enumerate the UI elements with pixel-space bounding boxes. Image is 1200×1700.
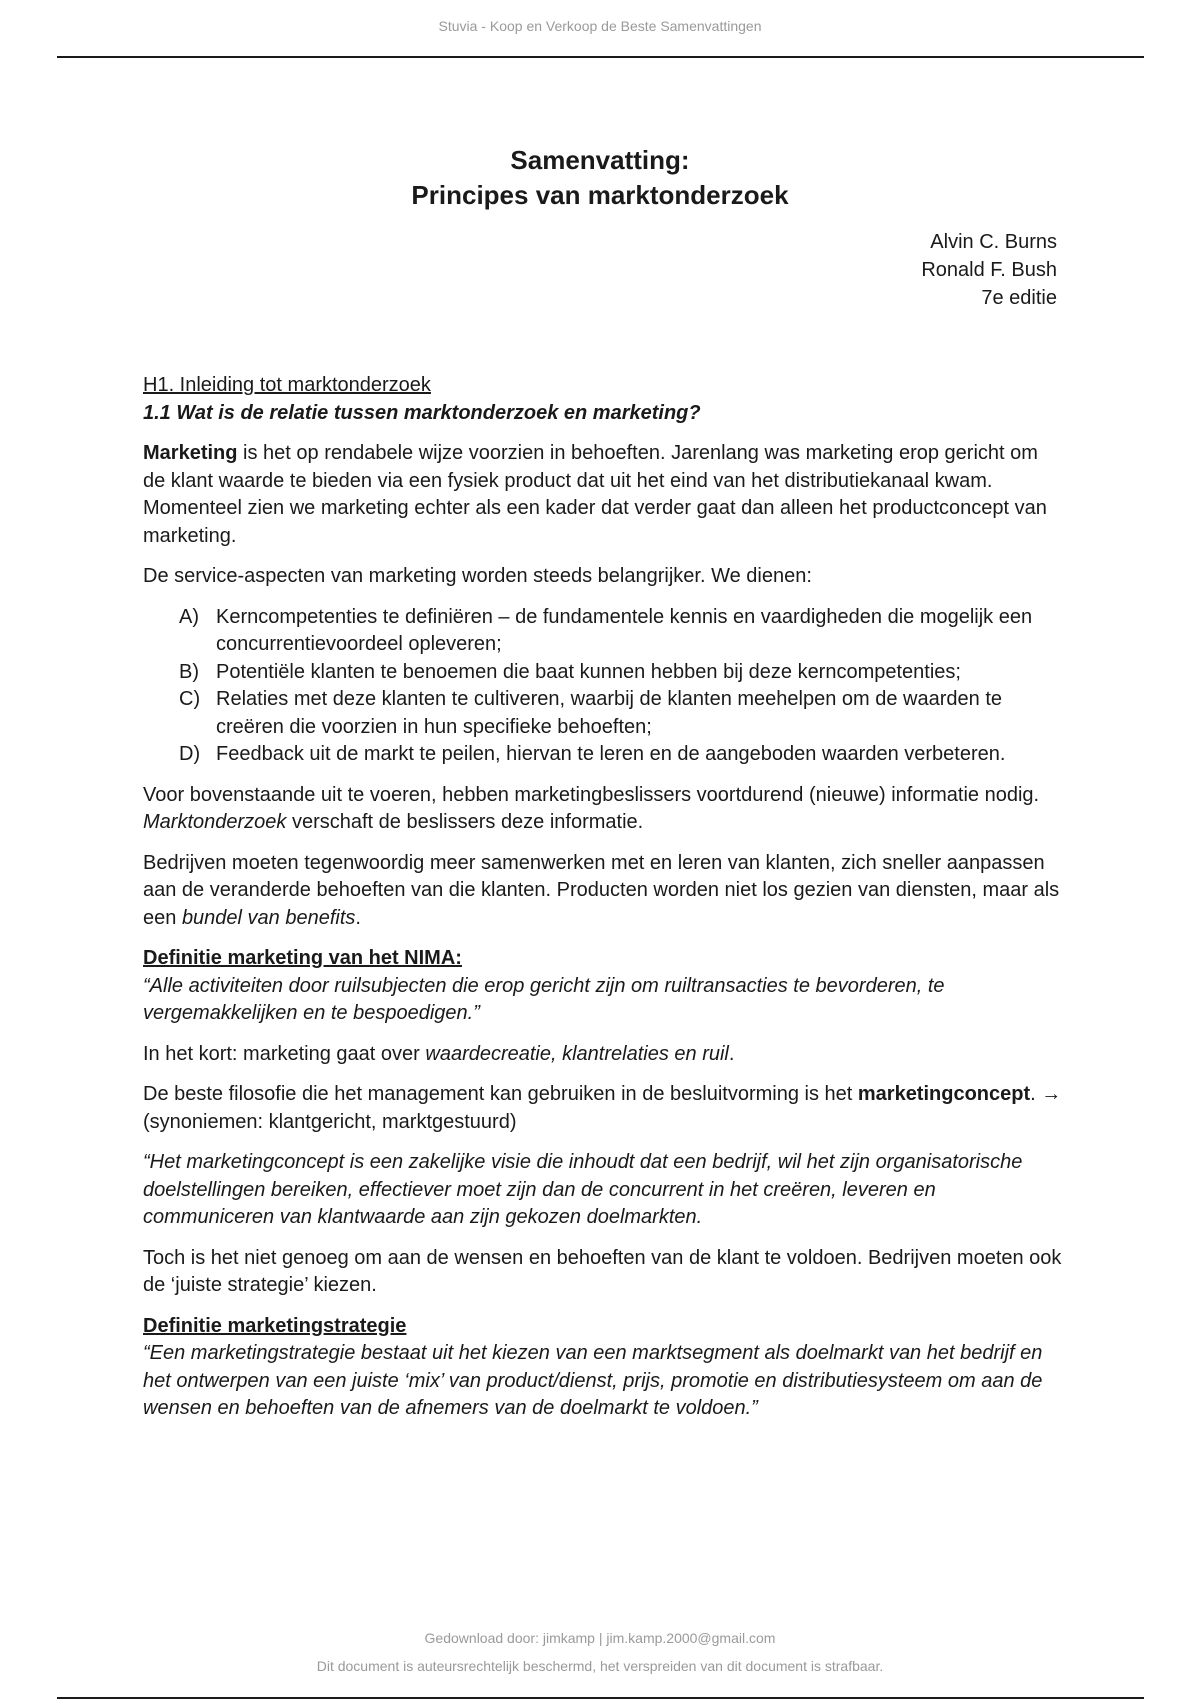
list-item: B) Potentiële klanten te benoemen die baat kunnen hebben bij deze kerncompetenties; — [179, 660, 961, 683]
document-body — [143, 372, 1063, 1436]
title-line-1: Samenvatting: — [510, 145, 690, 175]
chapter-heading: H1. Inleiding tot marktonderzoek — [143, 374, 431, 396]
document-title — [0, 143, 1200, 213]
paragraph-information: Voor bovenstaande uit te voeren, hebben marketingbeslissers voortdurend (nieuwe) informatie nodig. Marktonderzoek verschaft de beslissers deze informatie. — [143, 783, 1040, 833]
copyright-notice: Dit document is auteursrechtelijk beschermd, het verspreiden van dit document is strafbaar. — [316, 1658, 884, 1674]
definition-nima-heading: Definitie marketing van het NIMA: — [143, 947, 462, 969]
author-2: Ronald F. Bush — [921, 259, 1057, 281]
definition-strategy-quote: “Een marketingstrategie bestaat uit het kiezen van een marktsegment als doelmarkt van het bedrijf en het ontwerpen van een juiste ‘mix’ van product/dienst, prijs, promotie en distributiesysteem om aan de wensen en behoeften van de afnemers van de doelmarkt te voldoen.” — [143, 1342, 1043, 1419]
author-block — [921, 228, 1057, 312]
paragraph-collaboration: Bedrijven moeten tegenwoordig meer samenwerken met en leren van klanten, zich sneller aanpassen aan de veranderde behoeften van die klanten. Producten worden niet los gezien van diensten, maar als een bundel van benefits. — [143, 851, 1060, 929]
list-item: D) Feedback uit de markt te peilen, hiervan te leren en de aangeboden waarden verbeteren. — [179, 743, 1006, 765]
term-marketing: Marketing — [143, 442, 238, 464]
edition: 7e editie — [981, 287, 1057, 309]
list-item: A) Kerncompetenties te definiëren – de fundamentele kennis en vaardigheden die mogelijk een concurrentievoordeel opleveren; — [179, 605, 1033, 655]
paragraph-summary: In het kort: marketing gaat over waardecreatie, klantrelaties en ruil. — [143, 1042, 735, 1065]
paragraph-service: De service-aspecten van marketing worden steeds belangrijker. We dienen: — [143, 565, 812, 587]
download-info: Gedownload door: jimkamp | jim.kamp.2000@gmail.com — [424, 1630, 776, 1646]
paragraph-marketing-concept: De beste filosofie die het management kan gebruiken in de besluitvorming is het marketingconcept. → (synoniemen: klantgericht, marktgestuurd) — [143, 1083, 1062, 1133]
stuvia-header: Stuvia - Koop en Verkoop de Beste Samenvattingen — [438, 18, 762, 34]
section-heading: 1.1 Wat is de relatie tussen marktonderzoek en marketing? — [143, 401, 701, 424]
marketing-concept-quote: “Het marketingconcept is een zakelijke visie die inhoudt dat een bedrijf, wil het zijn organisatorische doelstellingen bereiken, effectiever moet zijn dan de concurrent in het creëren, leveren en communiceren van klantwaarde aan zijn gekozen doelmarkten. — [143, 1151, 1023, 1228]
paragraph-strategy: Toch is het niet genoeg om aan de wensen en behoeften van de klant te voldoen. Bedrijven moeten ook de ‘juiste strategie’ kiezen. — [143, 1246, 1062, 1296]
header-divider — [57, 56, 1144, 58]
definition-nima-quote: “Alle activiteiten door ruilsubjecten die erop gericht zijn om ruiltransacties te bevorderen, te vergemakkelijken en te bespoedigen.” — [143, 974, 945, 1024]
title-line-2: Principes van marktonderzoek — [411, 180, 789, 210]
definition-strategy-heading: Definitie marketingstrategie — [143, 1314, 407, 1337]
list-item: C) Relaties met deze klanten te cultiveren, waarbij de klanten meehelpen om de waarden te creëren die voorzien in hun specifieke behoeften; — [179, 688, 1003, 738]
footer-divider — [57, 1697, 1144, 1699]
service-list — [143, 604, 1063, 769]
author-1: Alvin C. Burns — [930, 231, 1057, 253]
paragraph-marketing: Marketing is het op rendabele wijze voorzien in behoeften. Jarenlang was marketing erop gericht om de klant waarde te bieden via een fysiek product dat uit het eind van het distributiekanaal kwam. Momenteel zien we marketing echter als een kader dat verder gaat dan alleen het productconcept van marketing. — [143, 442, 1047, 547]
